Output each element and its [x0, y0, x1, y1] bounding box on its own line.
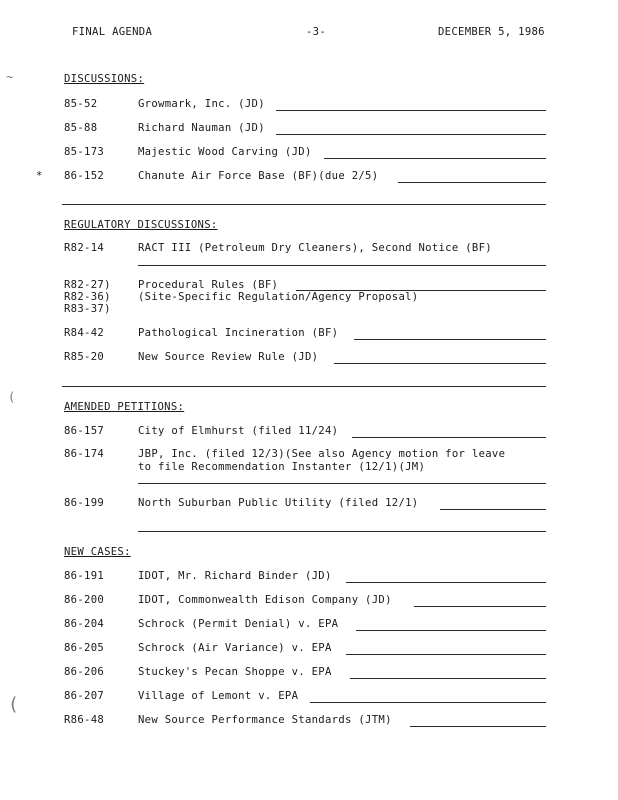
blank-line — [352, 437, 546, 438]
scan-mark: ~ — [6, 70, 14, 84]
blank-line — [440, 509, 546, 510]
case-description: Majestic Wood Carving (JD) — [138, 146, 312, 158]
blank-line — [414, 606, 546, 607]
case-description: Chanute Air Force Base (BF)(due 2/5) — [138, 170, 379, 182]
case-description: (Site-Specific Regulation/Agency Proposal) — [138, 291, 419, 303]
case-number: 86-206 — [64, 666, 105, 678]
case-description: IDOT, Commonwealth Edison Company (JD) — [138, 594, 392, 606]
case-description: RACT III (Petroleum Dry Cleaners), Second Notice (BF) — [138, 242, 492, 254]
blank-line — [334, 363, 546, 364]
blank-line — [346, 654, 546, 655]
case-description: Richard Nauman (JD) — [138, 122, 265, 134]
section-divider — [138, 531, 546, 532]
blank-line — [276, 134, 546, 135]
section-heading-new-cases: NEW CASES: — [64, 546, 131, 558]
case-description: Pathological Incineration (BF) — [138, 327, 339, 339]
section-heading-regulatory: REGULATORY DISCUSSIONS: — [64, 219, 218, 231]
case-number: 86-157 — [64, 425, 105, 437]
case-number: 86-204 — [64, 618, 105, 630]
case-number: R82-14 — [64, 242, 105, 254]
case-number: 86-152 — [64, 170, 105, 182]
blank-line — [350, 678, 546, 679]
case-number: R86-48 — [64, 714, 105, 726]
case-number: R84-42 — [64, 327, 105, 339]
section-heading-discussions: DISCUSSIONS: — [64, 73, 145, 85]
section-divider — [62, 204, 546, 205]
case-number: R82-36) — [64, 291, 111, 303]
case-description: JBP, Inc. (filed 12/3)(See also Agency motion for leave — [138, 448, 506, 460]
case-description: New Source Performance Standards (JTM) — [138, 714, 392, 726]
case-description: Schrock (Permit Denial) v. EPA — [138, 618, 339, 630]
case-description: Growmark, Inc. (JD) — [138, 98, 265, 110]
case-description: City of Elmhurst (filed 11/24) — [138, 425, 339, 437]
blank-line — [138, 265, 546, 266]
case-number: 85-52 — [64, 98, 98, 110]
case-number: 86-174 — [64, 448, 105, 460]
star-marker: * — [36, 170, 43, 182]
case-number: 86-199 — [64, 497, 105, 509]
case-description: North Suburban Public Utility (filed 12/1) — [138, 497, 419, 509]
case-number: R83-37) — [64, 303, 111, 315]
scan-mark: ( — [8, 390, 16, 404]
case-number: 86-191 — [64, 570, 105, 582]
blank-line — [354, 339, 546, 340]
blank-line — [138, 483, 546, 484]
case-number: R82-27) — [64, 279, 111, 291]
blank-line — [296, 290, 546, 291]
blank-line — [276, 110, 546, 111]
case-number: 86-200 — [64, 594, 105, 606]
blank-line — [410, 726, 546, 727]
case-description: to file Recommendation Instanter (12/1)(JM) — [138, 461, 426, 473]
case-number: 86-207 — [64, 690, 105, 702]
case-number: 85-173 — [64, 146, 105, 158]
header-title: FINAL AGENDA — [72, 26, 153, 38]
punch-hole-mark: ( — [8, 694, 20, 715]
header-date: DECEMBER 5, 1986 — [438, 26, 545, 38]
section-heading-amended: AMENDED PETITIONS: — [64, 401, 185, 413]
section-divider — [62, 386, 546, 387]
case-number: 85-88 — [64, 122, 98, 134]
case-description: Stuckey's Pecan Shoppe v. EPA — [138, 666, 332, 678]
blank-line — [398, 182, 546, 183]
page-number: -3- — [306, 26, 327, 38]
blank-line — [356, 630, 546, 631]
case-description: Schrock (Air Variance) v. EPA — [138, 642, 332, 654]
blank-line — [346, 582, 546, 583]
case-number: 86-205 — [64, 642, 105, 654]
blank-line — [324, 158, 546, 159]
case-number: R85-20 — [64, 351, 105, 363]
blank-line — [310, 702, 546, 703]
case-description: Procedural Rules (BF) — [138, 279, 279, 291]
case-description: Village of Lemont v. EPA — [138, 690, 299, 702]
case-description: New Source Review Rule (JD) — [138, 351, 319, 363]
case-description: IDOT, Mr. Richard Binder (JD) — [138, 570, 332, 582]
